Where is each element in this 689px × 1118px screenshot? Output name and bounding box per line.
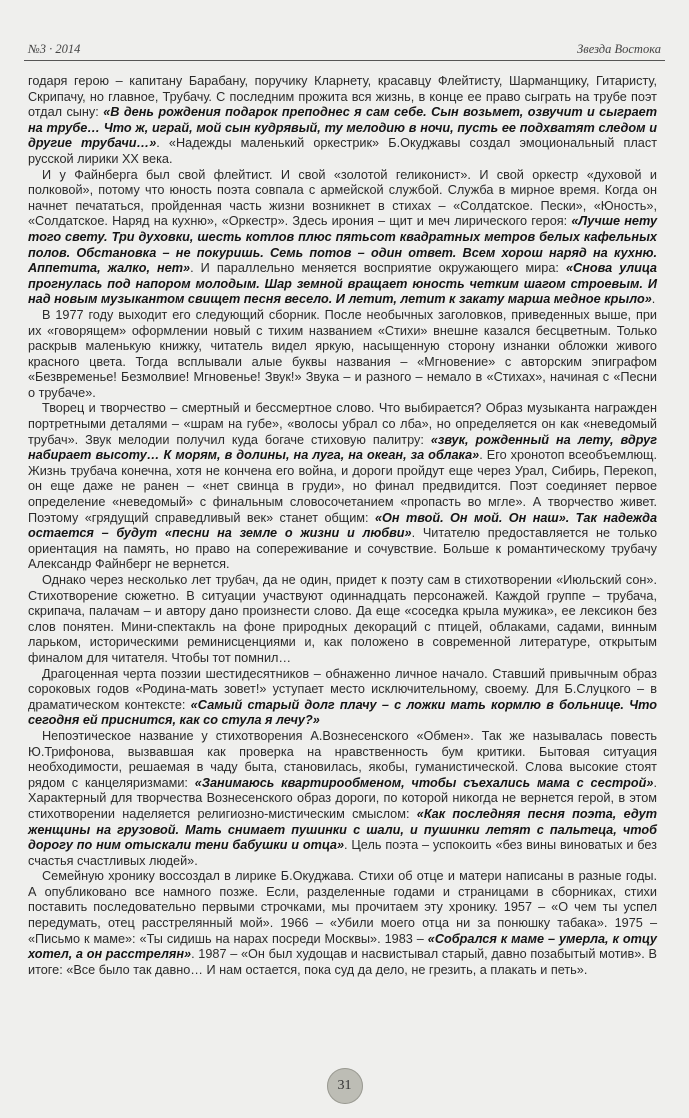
- quote-text: «Он твой. Он мой. Он наш». Так надежда остается – будут «песни на земле о жизни и любви»: [28, 510, 658, 541]
- paragraph: [28, 168, 657, 308]
- paragraph-text: . Цель поэта – успокоить «без вины виноватых и без счастья счастливых людей».: [28, 838, 657, 868]
- paragraph-text: И у Файнберга был свой флейтист. И свой «золотой геликонист». И свой оркестр «духовой и полковой», потому что юность поэта совпала с армейской службой. Служба в мирное время. Когда он начнет печататься, пройденная часть жизни возникнет в стихах – «Солдатское. Пески», «Юность», «Солдатское. Наряд на кухню», «Оркестр». Здесь ирония – щит и меч лирического героя:: [28, 167, 657, 229]
- quote-text: «Занимаюсь квартирообменом, чтобы съехались мама с сестрой»: [194, 775, 654, 790]
- quote-text: «звук, рожденный на лету, вдруг набирает высоту… К морям, в долины, на луга, на океан, за облака»: [28, 432, 657, 463]
- paragraph: [28, 308, 657, 402]
- quote-text: «Самый старый долг плачу – с ложки мать кормлю в больнице. Что сегодня ей приснится, как со стула я лечу?»: [28, 697, 657, 728]
- paragraph-text: Драгоценная черта поэзии шестидесятников – обнаженно личное начало. Ставший привычным образ сороковых годов «Родина-мать зовет!» уступает место исключительному, своему. Для Б.Слуцкого – в драматическом контексте:: [28, 666, 657, 712]
- paragraph-text: В 1977 году выходит его следующий сборник. После необычных заголовков, приведенных выше, при их «говорящем» оформлении новый с тихим названием «Стихи» внешне казался бесцветным. Только раскрыв маленькую книжку, читатель видел яркую, насыщенную сторону изнанки обложки живого красного цвета. Тогда всплывали алые буквы названия – «Мгновение» с авторским эпиграфом «Безвременье! Безмолвие! Мгновенье! Звук!» Звука – и разного – немало в «Стихах», начиная с «Песни о трубаче».: [28, 307, 657, 400]
- quote-text: «Как последняя песня поэта, едут женщины на грузовой. Мать снимает пушинки с шали, и пушинки летят с пальтеца, чтоб дорогу по ним отыскали тени бабушки и отца»: [28, 806, 657, 853]
- journal-title: Звезда Востока: [577, 42, 661, 56]
- quote-text: «В день рождения подарок преподнес я сам себе. Сын возьмет, озвучит и сыграет на трубе… Что ж, играй, мой сын кудрявый, ту мелодию в ночи, пусть ее подхватят следом и другие трубачи…»: [28, 105, 657, 151]
- quote-text: «Снова улица прогнулась под напором молодым. Шар земной вращает юность четким шагом строевым. И над новым музыкантом свищет песня весело. И летит, летит к закату марша медное крыло»: [28, 261, 657, 307]
- issue-label: №3 · 2014: [28, 42, 81, 56]
- running-header: [24, 40, 665, 61]
- paragraph: [28, 74, 657, 168]
- paragraph: [28, 667, 657, 729]
- paragraph-text: . Его хронотоп всеобъемлющ. Жизнь трубача конечна, хотя не кончена его война, и дороги пройдут еще через Урал, Сибирь, Перекоп, он еще даже не ранен – «нет свинца в груди», но финал предвидится. Поэт соединяет первое определение «неведомый» с финальным словосочетанием «пропасть во мгле». А творчество живет. Поэтому «грядущий справедливый век» станет общим:: [28, 448, 657, 525]
- paragraph-text: . Характерный для творчества Вознесенского образ дороги, по которой никогда не вернется герой, в этом стихотворении наделяется религиозно-мистическим смыслом:: [28, 775, 657, 821]
- paragraph-text: годаря герою – капитану Барабану, поручику Кларнету, красавцу Флейтисту, Шарманщику, Гитаристу, Скрипачу, но главное, Трубачу. С последним прожита вся жизнь, в конце ее право сыграть на трубе поэт отдал сыну:: [28, 74, 657, 120]
- paragraph: [28, 573, 657, 667]
- paragraph-text: . «Надежды маленький оркестрик» Б.Окуджавы создал эмоциональный пласт русской лирики XX века.: [28, 136, 658, 166]
- paragraph: [28, 869, 657, 978]
- article-body: [28, 74, 657, 978]
- quote-text: «Собрался к маме – умерла, к отцу хотел, а он расстрелян»: [28, 931, 657, 962]
- paragraph-text: . И параллельно меняется восприятие окружающего мира:: [190, 261, 566, 276]
- paragraph-text: Однако через несколько лет трубач, да не один, придет к поэту сам в стихотворении «Июльский сон». Стихотворение сюжетно. В ситуации участвуют одиннадцать персонажей. Каждой группе – трубача, скрипача, палачам – и автору дано произнести слово. Да еще «соседка крыла мужика», ее лексикон без слов понятен. Мини-спектакль на фоне природных декораций с птицей, облаками, садами, винным ларьком, историческими реминисценциями и, как положено в современной литературе, открытым финалом для читателя. Чтобы тот помнил…: [28, 573, 657, 665]
- paragraph-text: . 1987 – «Он был худощав и насвистывал старый, давно позабытый мотив». В итоге: «Все было так давно… И нам остается, пока суд да дело, не грезить, а плакать и петь».: [28, 947, 657, 977]
- paragraph-text: Непоэтическое название у стихотворения А.Вознесенского «Обмен». Так же называлась повесть Ю.Трифонова, вызвавшая как проверка на нравственность бум критики. Бытовая ситуация необходимости, решаемая в чаду быта, становилась, якобы, гуманистической. Слова высокие стоят рядом с канцеляризмами:: [28, 728, 657, 790]
- paragraph: [28, 401, 657, 573]
- quote-text: «Лучше нету того свету. Три духовки, шесть котлов плюс пятьсот квадратных метров белых кафельных полов. Обстановка – не покуришь. Семь потов – один ответ. Всем хорош наряд на кухню. Аппетита, жалко, нет»: [28, 214, 657, 276]
- paragraph: [28, 729, 657, 869]
- paragraph-text: . Читателю предоставляется не только ориентация на память, но право на сопереживание и сочувствие. Больше к романтическому трубачу Александр Файнберг не вернется.: [28, 526, 657, 572]
- page-number: 31: [327, 1068, 363, 1104]
- paragraph-text: Творец и творчество – смертный и бессмертное слово. Что выбирается? Образ музыканта награжден портретными деталями – «шрам на губе», «волосы убрал со лба», но определяется он как «неведомый трубач». Звук мелодии получил куда богаче стиховую палитру:: [28, 401, 657, 447]
- paragraph-text: Семейную хронику воссоздал в лирике Б.Окуджава. Стихи об отце и матери написаны в разные годы. А опубликовано все намного позже. Если, разделенные годами и страницами в сборниках, стихи поставить последовательно первыми строчками, мы прочитаем эту хронику. 1957 – «О чем ты успел передумать, отец расстрелянный мой». 1966 – «Убили моего отца ни за понюшку табака». 1975 – «Письмо к маме»: «Ты сидишь на нарах посреди Москвы». 1983 –: [28, 869, 657, 946]
- paragraph-text: .: [651, 292, 656, 307]
